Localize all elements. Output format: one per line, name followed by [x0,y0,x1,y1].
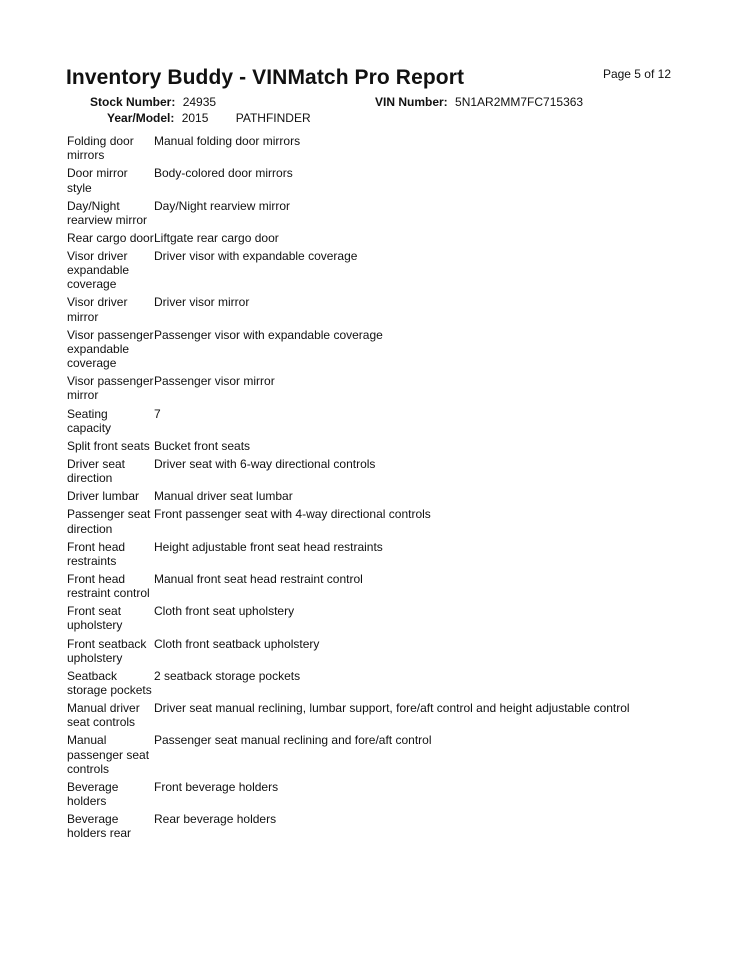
spec-label: Day/Night rearview mirror [67,198,148,227]
spec-value: Manual front seat head restraint control [154,571,363,586]
spec-value: Passenger seat manual reclining and fore/aft control [154,733,432,748]
spec-label: Folding door mirrors [67,134,134,163]
spec-label: Rear cargo door [67,230,154,245]
spec-row [67,489,707,503]
spec-row [67,507,707,535]
spec-value: Front passenger seat with 4-way directional controls [154,507,431,522]
year-model-line [107,111,311,125]
spec-value: 7 [154,406,161,421]
stock-number-label: Stock Number: [90,95,176,109]
spec-value: Liftgate rear cargo door [154,230,279,245]
spec-value: Day/Night rearview mirror [154,198,291,213]
spec-label: Split front seats [67,438,150,453]
spec-row [67,572,707,600]
year-model-label: Year/Model: [107,111,175,125]
spec-value: Passenger visor mirror [154,374,275,389]
spec-label: Visor driver mirror [67,295,128,324]
spec-row [67,457,707,485]
spec-label: Door mirror style [67,166,128,195]
spec-row [67,199,707,227]
spec-value: Bucket front seats [154,438,251,453]
spec-label: Visor passenger mirror [67,374,154,403]
vin-number-value: 5N1AR2MM7FC715363 [455,95,584,109]
spec-row [67,407,707,435]
spec-row [67,540,707,568]
spec-value: Cloth front seatback upholstery [154,636,320,651]
spec-label: Manual passenger seat controls [67,733,150,776]
spec-label: Passenger seat direction [67,507,151,536]
spec-label: Front head restraint control [67,571,150,601]
spec-label: Beverage holders [67,779,119,809]
spec-row [67,780,707,808]
spec-label: Driver seat direction [67,456,126,486]
spec-label: Beverage holders rear [67,812,132,841]
spec-value: Passenger visor with expandable coverage [154,327,383,342]
spec-value: 2 seatback storage pockets [154,668,301,683]
spec-label: Front head restraints [67,539,126,568]
spec-row [67,604,707,632]
spec-label: Driver lumbar [67,489,140,504]
model-value: PATHFINDER [235,111,311,125]
spec-row [67,166,707,194]
spec-table [67,134,707,845]
spec-row [67,295,707,323]
year-value: 2015 [181,111,209,125]
spec-row [67,669,707,697]
spec-label: Seatback storage pockets [67,668,152,698]
spec-value: Driver visor mirror [154,295,250,310]
spec-value: Manual folding door mirrors [154,134,301,148]
spec-value: Body-colored door mirrors [154,166,293,181]
spec-row [67,374,707,402]
spec-row [67,701,707,729]
stock-number-value: 24935 [182,95,217,109]
spec-label: Visor driver expandable coverage [67,248,130,292]
spec-value: Rear beverage holders [154,812,277,827]
spec-row [67,231,707,245]
spec-row [67,733,707,776]
spec-value: Driver seat with 6-way directional controls [154,456,376,471]
spec-label: Front seatback upholstery [67,636,147,665]
spec-row [67,637,707,665]
spec-label: Manual driver seat controls [67,701,140,730]
spec-row [67,439,707,453]
spec-label: Visor passenger expandable coverage [67,327,154,371]
spec-value: Driver visor with expandable coverage [154,248,358,263]
spec-row [67,328,707,371]
spec-value: Cloth front seat upholstery [154,604,295,619]
spec-label: Front seat upholstery [67,604,123,633]
spec-value: Front beverage holders [154,779,279,794]
spec-row [67,812,707,840]
spec-label: Seating capacity [67,406,112,435]
spec-value: Manual driver seat lumbar [154,489,293,504]
vin-number-line [375,95,583,109]
spec-row [67,249,707,292]
spec-value: Height adjustable front seat head restraints [154,539,383,554]
page-number: Page 5 of 12 [602,67,671,81]
spec-value: Driver seat manual reclining, lumbar support, fore/aft control and height adjustable control [154,701,630,716]
vin-number-label: VIN Number: [375,95,448,109]
stock-number-line [90,95,216,109]
spec-row [67,134,707,162]
report-title: Inventory Buddy - VINMatch Pro Report [66,66,465,89]
